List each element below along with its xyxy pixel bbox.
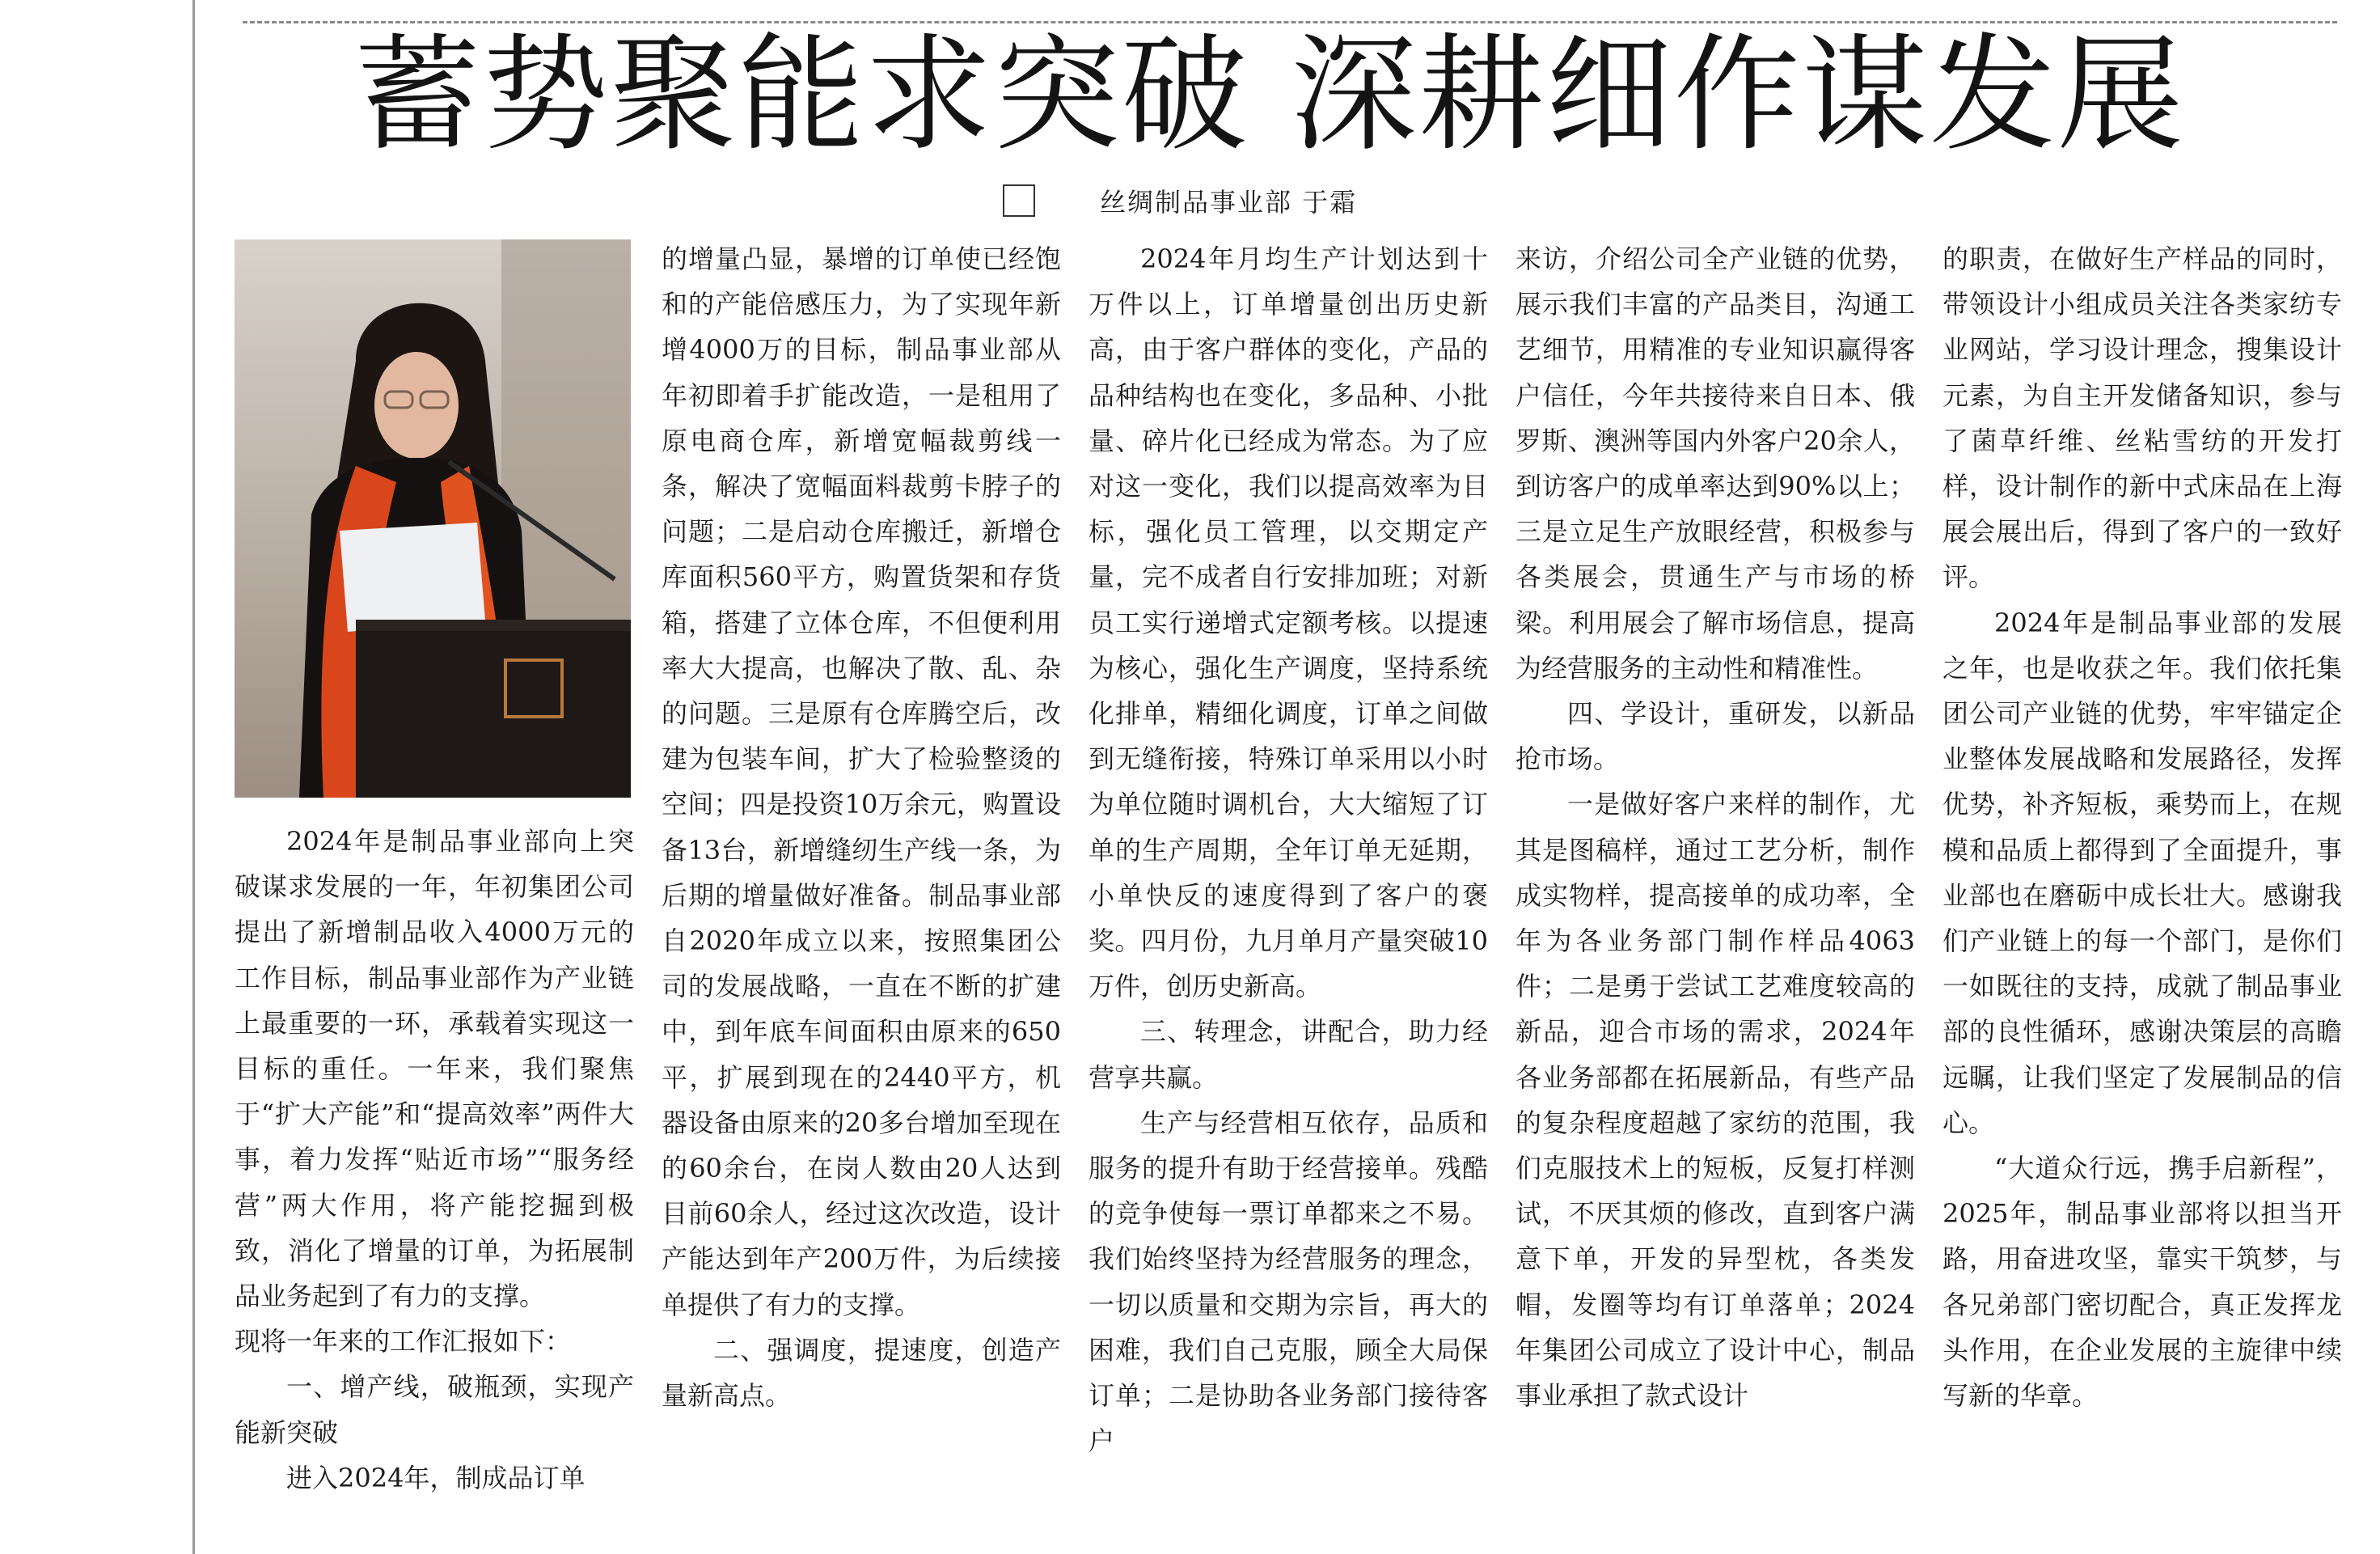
paragraph: 2024年是制品事业部的发展之年，也是收获之年。我们依托集团公司产业链的优势，牢牢锚定企业整体发展战略和发展路径，发挥优势，补齐短板，乘势而上，在规模和品质上都得到了全面提升，事业部也在磨砺中成长壮大。感谢我们产业链上的每一个部门，是你们一如既往的支持，成就了制品事业部的良性循环，感谢决策层的高瞻远瞩，让我们坚定了发展制品的信心。 (1942, 607, 2342, 1138)
byline-box-icon (1003, 184, 1035, 217)
section-heading: 二、强调度，提速度，创造产量新高点。 (662, 1334, 1061, 1412)
article-photo (235, 239, 631, 798)
article-byline: 丝绸制品事业部 于霜 (1100, 187, 1358, 218)
paragraph: “大道众行远，携手启新程”，2025年，制品事业部将以担当开路，用奋进攻坚，靠实干筑梦，与各兄弟部门密切配合，真正发挥龙头作用，在企业发展的主旋律中续写新的华章。 (1942, 1153, 2342, 1412)
article-column-5 (1942, 236, 2342, 1551)
article-column-4 (1516, 236, 1915, 1551)
page-left-rule (192, 0, 195, 1554)
article-column-1 (235, 819, 634, 1551)
article-column-2 (662, 236, 1061, 1551)
paragraph: 的增量凸显，暴增的订单使已经饱和的产能倍感压力，为了实现年新增4000万的目标，制品事业部从年初即着手扩能改造，一是租用了原电商仓库，新增宽幅裁剪线一条，解决了宽幅面料裁剪卡脖子的问题；二是启动仓库搬迁，新增仓库面积560平方，购置货架和存货箱，搭建了立体仓库，不但便利用率大大提高，也解决了散、乱、杂的问题。三是原有仓库腾空后，改建为包装车间，扩大了检验整烫的空间；四是投资10万余元，购置设备13台，新增缝纫生产线一条，为后期的增量做好准备。制品事业部自2020年成立以来，按照集团公司的发展战略，一直在不断的扩建中，到年底车间面积由原来的650平，扩展到现在的2440平方，机器设备由原来的20多台增加至现在的60余台，在岗人数由20人达到目前60余人，经过这次改造，设计产能达到年产200万件，为后续接单提供了有力的支撑。 (662, 243, 1061, 1320)
paragraph: 2024年是制品事业部向上突破谋求发展的一年，年初集团公司提出了新增制品收入4000万元的工作目标，制品事业部作为产业链上最重要的一环，承载着实现这一目标的重任。一年来，我们聚焦于“扩大产能”和“提高效率”两件大事，着力发挥“贴近市场”“服务经营”两大作用，将产能挖掘到极致，消化了增量的订单，为拓展制品业务起到了有力的支撑。 (235, 826, 634, 1312)
section-heading: 一、增产线，破瓶颈，实现产能新突破 (235, 1371, 634, 1448)
section-heading: 四、学设计，重研发，以新品抢市场。 (1516, 698, 1915, 775)
article-headline: 蓄势聚能求突破 深耕细作谋发展 (354, 21, 2185, 168)
article-column-3 (1089, 236, 1488, 1551)
paragraph: 的职责，在做好生产样品的同时，带领设计小组成员关注各类家纺专业网站，学习设计理念，搜集设计元素，为自主开发储备知识，参与了菌草纤维、丝粘雪纺的开发打样，设计制作的新中式床品在上海展会展出后，得到了客户的一致好评。 (1942, 243, 2342, 593)
paragraph: 2024年月均生产计划达到十万件以上，订单增量创出历史新高，由于客户群体的变化，产品的品种结构也在变化，多品种、小批量、碎片化已经成为常态。为了应对这一变化，我们以提高效率为目标，强化员工管理，以交期定产量，完不成者自行安排加班；对新员工实行递增式定额考核。以提速为核心，强化生产调度，坚持系统化排单，精细化调度，订单之间做到无缝衔接，特殊订单采用以小时为单位随时调机台，大大缩短了订单的生产周期，全年订单无延期，小单快反的速度得到了客户的褒奖。四月份，九月单月产量突破10万件，创历史新高。 (1089, 243, 1488, 1002)
section-heading: 三、转理念，讲配合，助力经营享共赢。 (1089, 1016, 1488, 1093)
paragraph: 进入2024年，制成品订单 (286, 1462, 585, 1493)
paragraph: 一是做好客户来样的制作，尤其是图稿样，通过工艺分析，制作成实物样，提高接单的成功率，全年为各业务部门制作样品4063件；二是勇于尝试工艺难度较高的新品，迎合市场的需求，2024年各业务部都在拓展新品，有些产品的复杂程度超越了家纺的范围，我们克服技术上的短板，反复打样测试，不厌其烦的修改，直到客户满意下单，开发的异型枕，各类发帽，发圈等均有订单落单；2024年集团公司成立了设计中心，制品事业承担了款式设计 (1516, 789, 1915, 1412)
paragraph: 来访，介绍公司全产业链的优势，展示我们丰富的产品类目，沟通工艺细节，用精准的专业知识赢得客户信任，今年共接待来自日本、俄罗斯、澳洲等国内外客户20余人，到访客户的成单率达到90%以上；三是立足生产放眼经营，积极参与各类展会，贯通生产与市场的桥梁。利用展会了解市场信息，提高为经营服务的主动性和精准性。 (1516, 243, 1915, 684)
paragraph: 现将一年来的工作汇报如下： (235, 1326, 572, 1357)
byline-row (1003, 180, 1357, 222)
speaker-photo-illustration (235, 239, 631, 798)
paragraph: 生产与经营相互依存，品质和服务的提升有助于经营接单。残酷的竞争使每一票订单都来之不易。我们始终坚持为经营服务的理念，一切以质量和交期为宗旨，再大的困难，我们自己克服，顾全大局保订单；二是协助各业务部门接待客户 (1089, 1107, 1488, 1457)
